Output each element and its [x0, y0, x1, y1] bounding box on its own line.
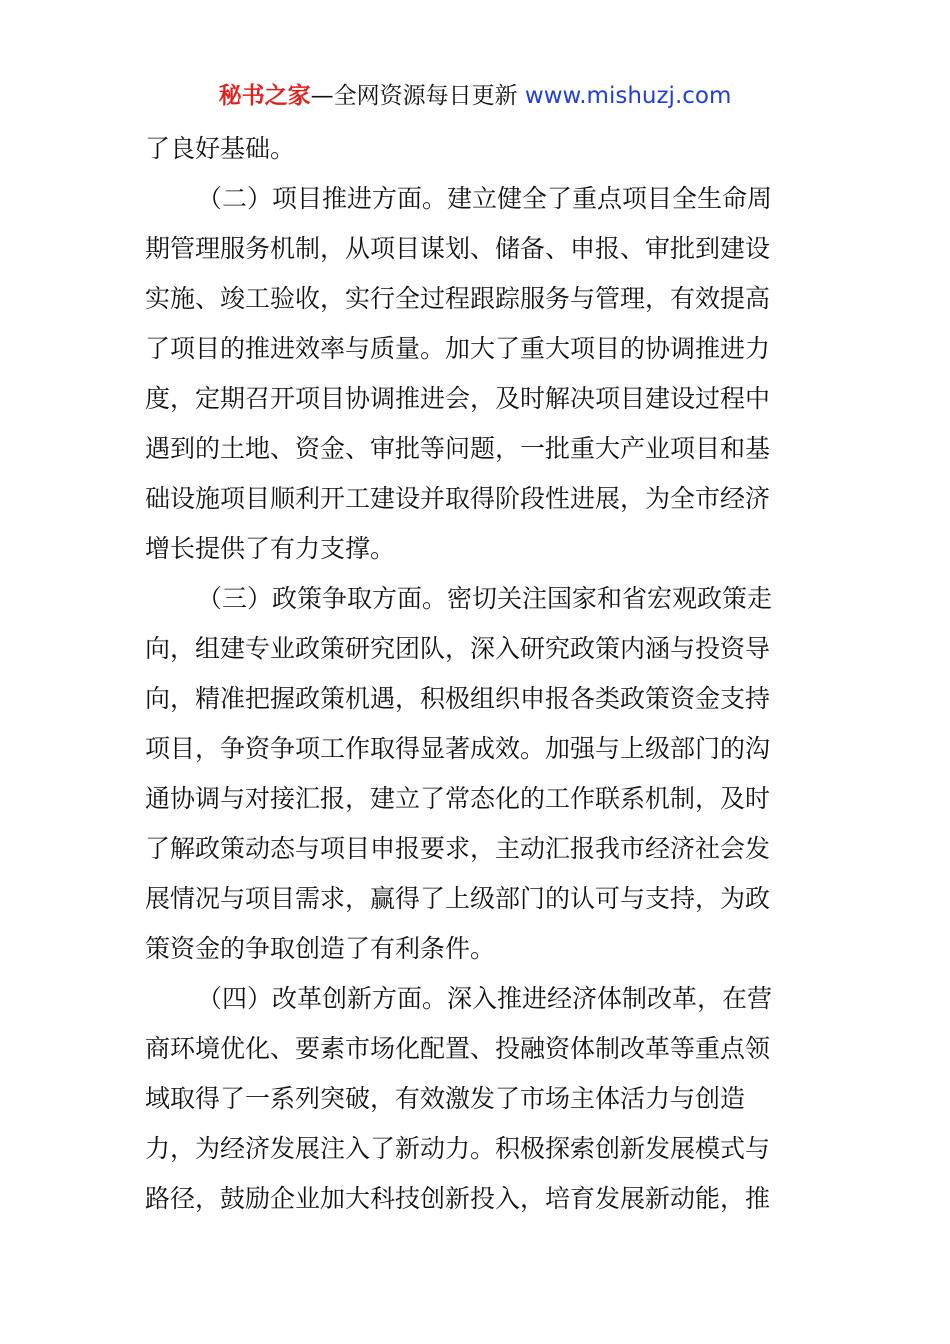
paragraph-line: 增长提供了有力支撑。 [145, 534, 396, 563]
paragraph-line: 通协调与对接汇报，建立了常态化的工作联系机制，及时 [145, 784, 771, 813]
paragraph-line: （二）项目推进方面。建立健全了重点项目全生命周 [197, 184, 773, 213]
header-brand: 秘书之家 [218, 83, 311, 109]
paragraph-line: 商环境优化、要素市场化配置、投融资体制改革等重点领 [145, 1034, 771, 1063]
paragraph-line: （四）改革创新方面。深入推进经济体制改革，在营 [197, 984, 773, 1013]
header-tagline: —全网资源每日更新 [310, 83, 525, 109]
paragraph-line: 实施、竣工验收，实行全过程跟踪服务与管理，有效提高 [145, 284, 771, 313]
paragraph-line: 础设施项目顺利开工建设并取得阶段性进展，为全市经济 [145, 484, 771, 513]
paragraph-line: 了解政策动态与项目申报要求，主动汇报我市经济社会发 [145, 834, 771, 863]
paragraph-line: 展情况与项目需求，赢得了上级部门的认可与支持，为政 [145, 884, 771, 913]
page-header [0, 80, 950, 112]
paragraph-line: （三）政策争取方面。密切关注国家和省宏观政策走 [197, 584, 773, 613]
paragraph-line: 策资金的争取创造了有利条件。 [145, 934, 496, 963]
document-body [145, 127, 807, 1227]
paragraph-line: 路径，鼓励企业加大科技创新投入，培育发展新动能，推 [145, 1184, 771, 1213]
paragraph-line: 向，精准把握政策机遇，积极组织申报各类政策资金支持 [145, 684, 771, 713]
paragraph-line: 向，组建专业政策研究团队，深入研究政策内涵与投资导 [145, 634, 771, 663]
paragraph-line: 期管理服务机制，从项目谋划、储备、申报、审批到建设 [145, 234, 771, 263]
paragraph-line: 度，定期召开项目协调推进会，及时解决项目建设过程中 [145, 384, 771, 413]
paragraph-line: 项目，争资争项工作取得显著成效。加强与上级部门的沟 [145, 734, 771, 763]
paragraph-line: 遇到的土地、资金、审批等问题，一批重大产业项目和基 [145, 434, 771, 463]
header-site-link[interactable]: www.mishuzj.com [524, 83, 732, 109]
paragraph-line: 力，为经济发展注入了新动力。积极探索创新发展模式与 [145, 1134, 771, 1163]
paragraph-line: 域取得了一系列突破，有效激发了市场主体活力与创造 [145, 1084, 746, 1113]
paragraph-line: 了项目的推进效率与质量。加大了重大项目的协调推进力 [145, 334, 771, 363]
paragraph-line: 了良好基础。 [145, 134, 296, 163]
